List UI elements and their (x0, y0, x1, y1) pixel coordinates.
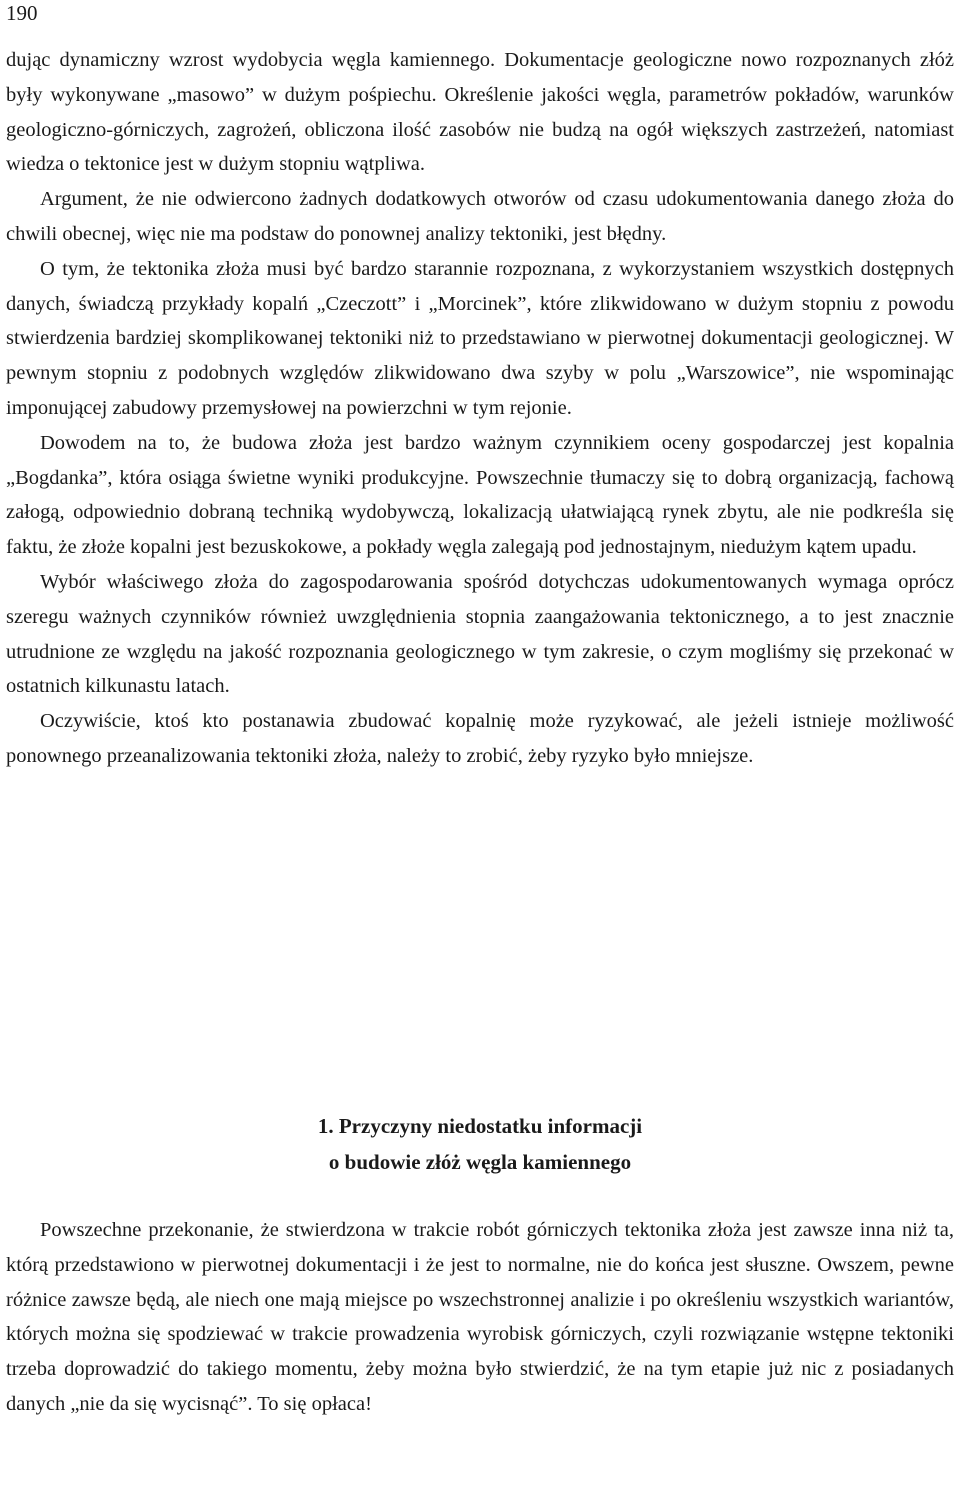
paragraph: Oczywiście, ktoś kto postanawia zbudować kopalnię może ryzykować, ale jeżeli istnieje możliwość ponownego przeanalizowania tektoniki złoża, należy to zrobić, żeby ryzyko było mniejsze. (6, 710, 954, 767)
paragraph: Powszechne przekonanie, że stwierdzona w trakcie robót górniczych tektonika złoża jest zawsze inna niż ta, którą przedstawiono w pierwotnej dokumentacji i że jest to normalne, nie do końca jest słuszne. Owszem, pewne różnice zawsze będą, ale niech one mają miejsce po wszechstronnej analizie i po określeniu wszystkich wariantów, których można się spodziewać w trakcie prowadzenia wyrobisk górniczych, czyli rozwiązanie wstępne tektoniki trzeba doprowadzić do takiego momentu, żeby można było stwierdzić, że na tym etapie już nic z posiadanych danych „nie da się wycisnąć”. To się opłaca! (6, 1219, 954, 1415)
section-heading (0, 1108, 960, 1180)
body-text-bottom (6, 1213, 954, 1422)
paragraph: Argument, że nie odwiercono żadnych dodatkowych otworów od czasu udokumentowania danego złoża do chwili obecnej, więc nie ma podstaw do ponownej analizy tektoniki, jest błędny. (6, 188, 954, 245)
section-heading-line: o budowie złóż węgla kamiennego (328, 1150, 632, 1174)
paragraph: Dowodem na to, że budowa złoża jest bardzo ważnym czynnikiem oceny gospodarczej jest kopalnia „Bogdanka”, która osiąga świetne wyniki produkcyjne. Powszechnie tłumaczy się to dobrą organizacją, fachową załogą, odpowiednio dobraną techniką wydobywczą, lokalizacją ułatwiającą rynek zbytu, ale nie podkreśla się faktu, że złoże kopalni jest bezuskokowe, a pokłady węgla zalegają pod jednostajnym, niedużym kątem upadu. (6, 431, 954, 559)
paragraph: Wybór właściwego złoża do zagospodarowania spośród dotychczas udokumentowanych wymaga oprócz szeregu ważnych czynników również uwzględnienia stopnia zaangażowania tektonicznego, a to jest znacznie utrudnione ze względu na jakość rozpoznania geologicznego w tym zakresie, o czym mogliśmy się przekonać w ostatnich kilkunastu latach. (6, 570, 954, 698)
page-number: 190 (6, 1, 38, 25)
paragraph: O tym, że tektonika złoża musi być bardzo starannie rozpoznana, z wykorzystaniem wszystkich dostępnych danych, świadczą przykłady kopalń „Czeczott” i „Morcinek”, które zlikwidowano w dużym stopniu z powodu stwierdzenia bardziej skomplikowanej tektoniki niż to przedstawiano w pierwotnej dokumentacji geologicznej. W pewnym stopniu z podobnych względów zlikwidowano dwa szyby w polu „Warszowice”, nie wspominając imponującej zabudowy przemysłowej na powierzchni w tym rejonie. (6, 257, 954, 419)
paragraph: dując dynamiczny wzrost wydobycia węgla kamiennego. Dokumentacje geologiczne nowo rozpoznanych złóż były wykonywane „masowo” w dużym pośpiechu. Określenie jakości węgla, parametrów pokładów, warunków geologiczno-górniczych, zagrożeń, obliczona ilość zasobów nie budzą na ogół większych zastrzeżeń, natomiast wiedza o tektonice jest w dużym stopniu wątpliwa. (6, 49, 954, 176)
body-text-top (6, 43, 954, 774)
section-heading-line: 1. Przyczyny niedostatku informacji (317, 1114, 643, 1138)
